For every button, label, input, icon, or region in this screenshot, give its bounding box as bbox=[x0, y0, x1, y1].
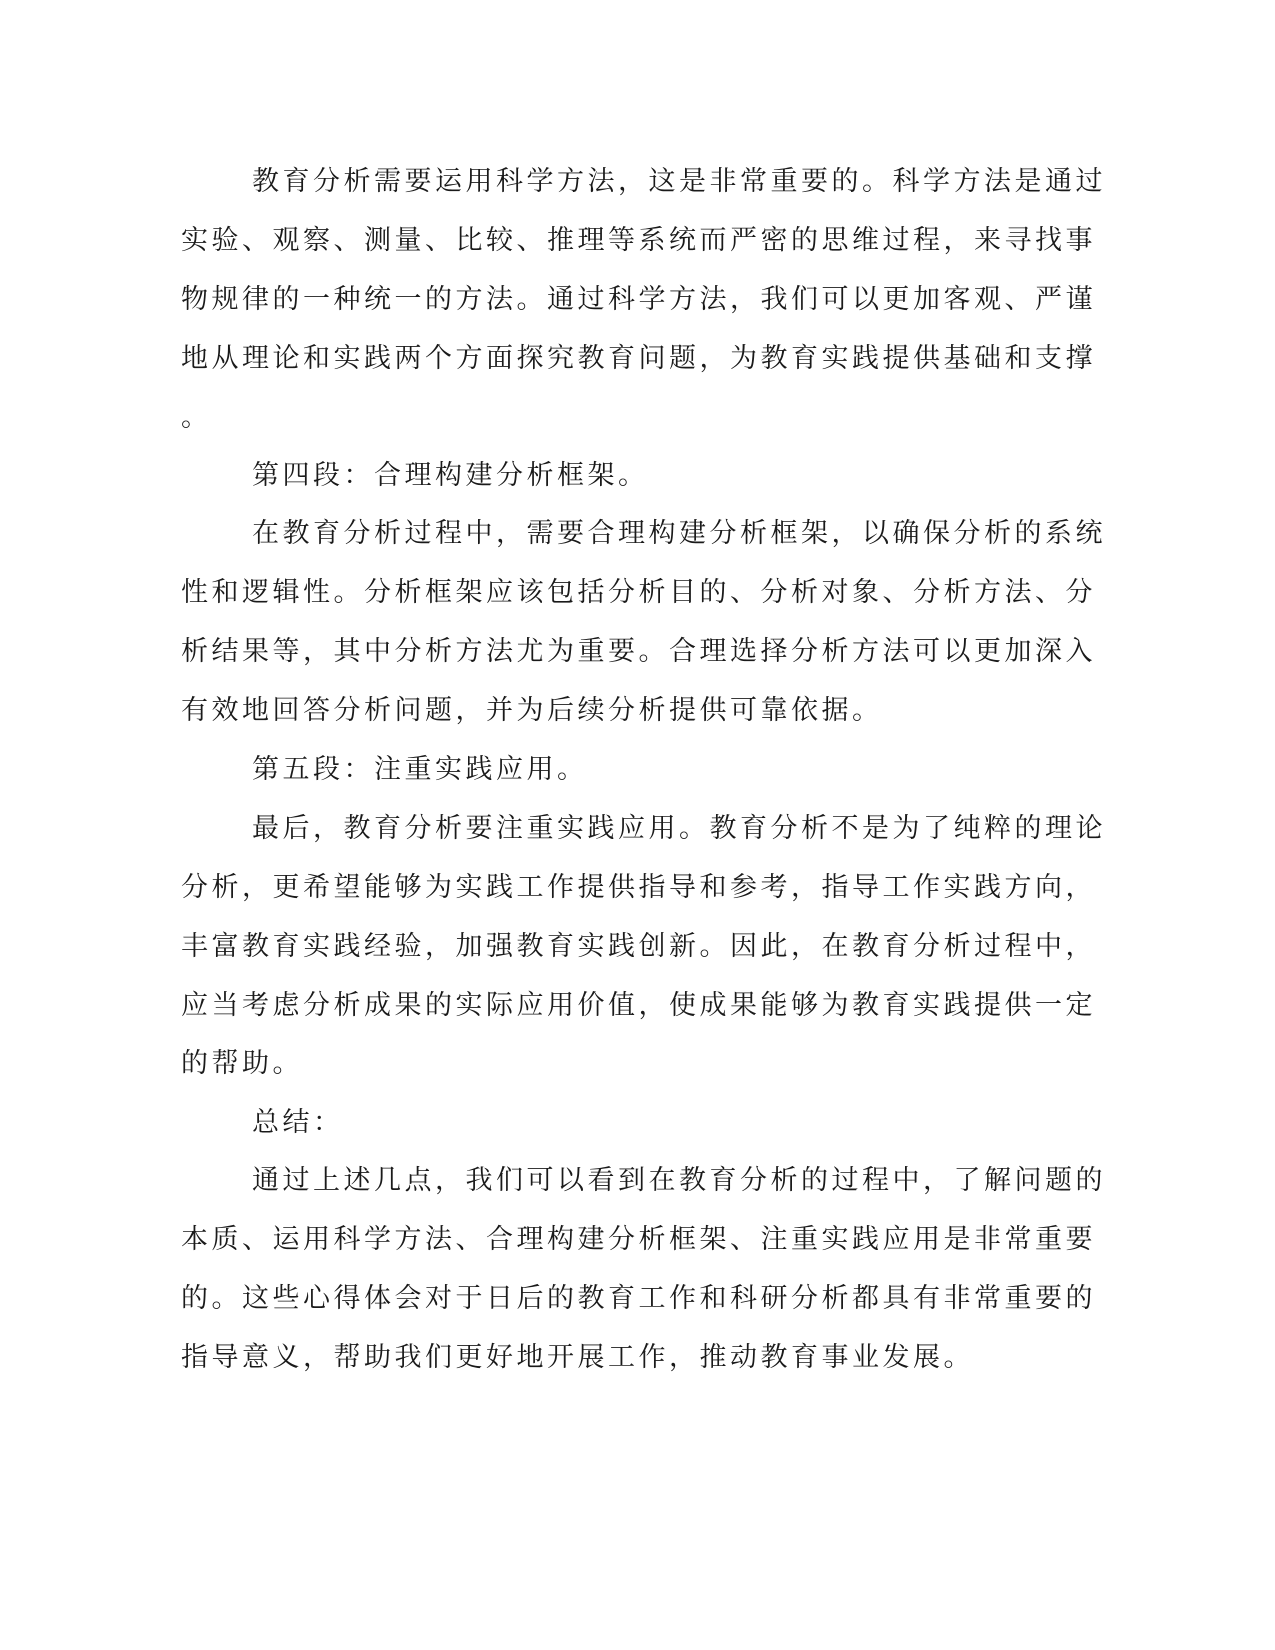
text-line: 指导意义，帮助我们更好地开展工作，推动教育事业发展。 bbox=[181, 1342, 974, 1373]
text-line: 析结果等，其中分析方法尤为重要。合理选择分析方法可以更加深入 bbox=[181, 636, 1096, 667]
text-line: 分析，更希望能够为实践工作提供指导和参考，指导工作实践方向， bbox=[181, 872, 1096, 903]
text-line: 。 bbox=[181, 402, 212, 433]
text-line: 应当考虑分析成果的实际应用价值，使成果能够为教育实践提供一定 bbox=[181, 990, 1096, 1021]
text-line: 本质、运用科学方法、合理构建分析框架、注重实践应用是非常重要 bbox=[181, 1224, 1096, 1255]
text-line: 通过上述几点，我们可以看到在教育分析的过程中，了解问题的 bbox=[252, 1165, 1106, 1196]
text-line: 教育分析需要运用科学方法，这是非常重要的。科学方法是通过 bbox=[252, 166, 1106, 197]
text-line: 最后，教育分析要注重实践应用。教育分析不是为了纯粹的理论 bbox=[252, 813, 1106, 844]
text-line: 实验、观察、测量、比较、推理等系统而严密的思维过程，来寻找事 bbox=[181, 225, 1096, 256]
text-line: 性和逻辑性。分析框架应该包括分析目的、分析对象、分析方法、分 bbox=[181, 577, 1096, 608]
text-line: 有效地回答分析问题，并为后续分析提供可靠依据。 bbox=[181, 695, 883, 726]
text-line: 在教育分析过程中，需要合理构建分析框架，以确保分析的系统 bbox=[252, 518, 1106, 549]
text-line: 丰富教育实践经验，加强教育实践创新。因此，在教育分析过程中， bbox=[181, 931, 1096, 962]
text-line: 的帮助。 bbox=[181, 1048, 303, 1079]
text-line: 地从理论和实践两个方面探究教育问题，为教育实践提供基础和支撑 bbox=[181, 343, 1096, 374]
text-line: 物规律的一种统一的方法。通过科学方法，我们可以更加客观、严谨 bbox=[181, 284, 1096, 315]
text-line: 的。这些心得体会对于日后的教育工作和科研分析都具有非常重要的 bbox=[181, 1283, 1096, 1314]
section-heading: 总结： bbox=[252, 1107, 344, 1138]
section-heading: 第五段：注重实践应用。 bbox=[252, 754, 588, 785]
section-heading: 第四段：合理构建分析框架。 bbox=[252, 460, 649, 491]
